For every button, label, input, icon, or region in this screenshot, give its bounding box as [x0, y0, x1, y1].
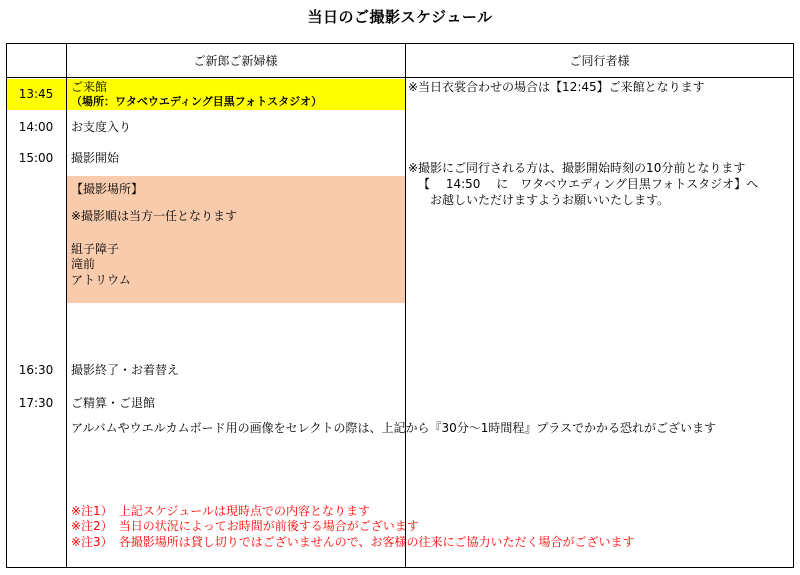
event-arrival-location: （場所：ワタベウエディング目黒フォトスタジオ）	[71, 95, 323, 108]
time-1345: 13:45	[18, 87, 54, 101]
footnote-1: ※注1） 上記スケジュールは現時点での内容となります	[71, 504, 370, 518]
time-column-divider	[66, 43, 67, 568]
event-shooting-start: 撮影開始	[71, 151, 120, 165]
location-heading: 【撮影場所】	[71, 182, 144, 196]
location-kumiko-shoji: 組子障子	[71, 242, 120, 256]
location-order-note: ※撮影順は当方一任となります	[71, 209, 238, 223]
location-atrium: アトリウム	[71, 273, 131, 287]
header-companions: ご同行者様	[569, 54, 630, 68]
event-arrival: ご来館	[71, 80, 108, 94]
time-1400: 14:00	[18, 120, 54, 134]
header-bottom-line	[6, 77, 794, 78]
companion-arrival-note: ※撮影にご同行される方は、撮影開始時刻の10分前となります	[408, 161, 746, 175]
time-1630: 16:30	[18, 363, 54, 377]
event-shooting-end: 撮影終了・お着替え	[71, 363, 180, 377]
header-couple: ご新郎ご新婦様	[193, 54, 278, 68]
companion-fitting-note: ※当日衣裳合わせの場合は【12:45】ご来館となります	[408, 80, 705, 94]
album-selection-note: アルバムやウエルカムボード用の画像をセレクトの際は、上記から『30分～1時間程』プラスでかかる恐れがございます	[71, 421, 716, 435]
time-1500: 15:00	[18, 151, 54, 165]
location-takimae: 滝前	[71, 257, 96, 271]
companion-column-divider	[405, 43, 406, 568]
footnote-3: ※注3） 各撮影場所は貸し切りではございませんので、お客様の往来にご協力いただく場合がございます	[71, 535, 635, 549]
companion-arrival-time: 【 14:50 に ワタベウエディング目黒フォトスタジオ】へ	[418, 177, 759, 191]
event-preparation: お支度入り	[71, 120, 132, 134]
footnote-2: ※注2） 当日の状況によってお時間が前後する場合がございます	[71, 519, 419, 533]
companion-arrival-request: お越しいただけますようお願いいたします。	[430, 193, 670, 207]
time-1730: 17:30	[18, 396, 54, 410]
page-title: 当日のご撮影スケジュール	[307, 8, 493, 26]
event-checkout: ご精算・ご退館	[71, 396, 156, 410]
